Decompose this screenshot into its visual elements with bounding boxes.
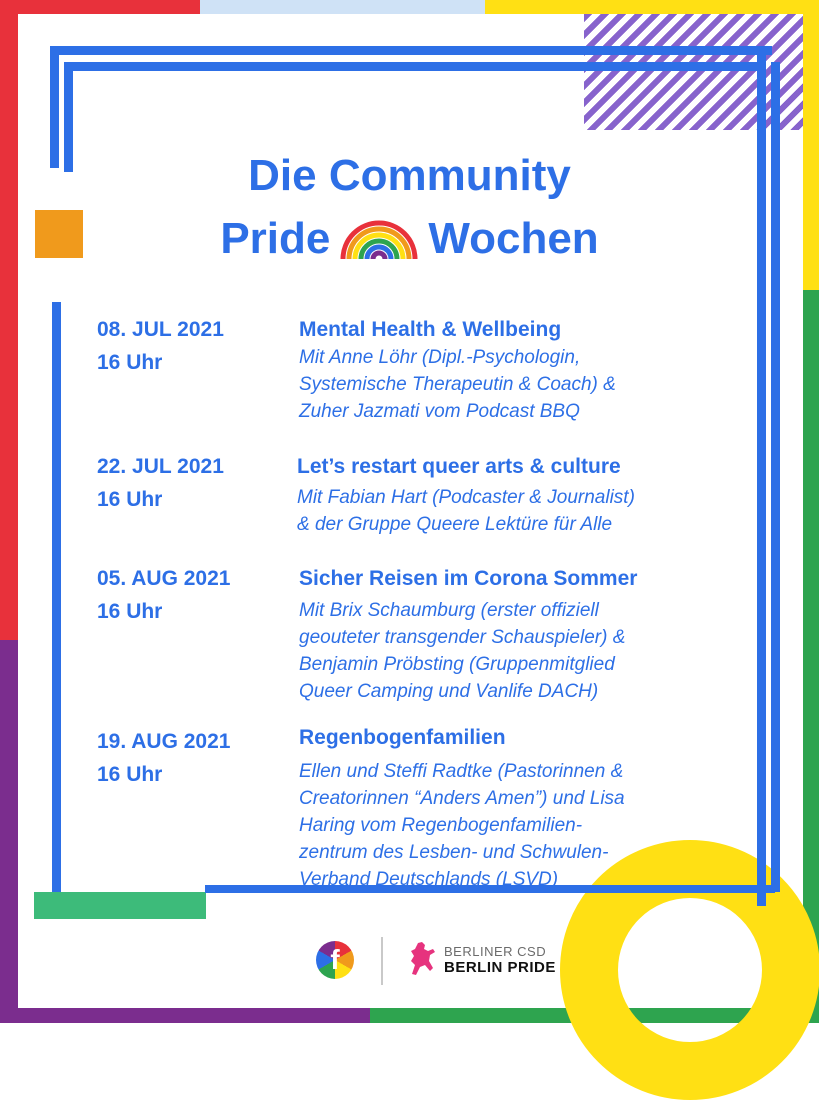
- event-description: Mit Anne Löhr (Dipl.-Psychologin, Systemische Therapeutin & Coach) & Zuher Jazmati vom Podcast BBQ: [299, 347, 616, 422]
- event-title: Let’s restart queer arts & culture: [297, 455, 621, 478]
- event-description: Mit Brix Schaumburg (erster offiziell geouteter transgender Schauspieler) & Benjamin Pröbsting (Gruppenmitglied Queer Camping und Vanlife DACH): [299, 600, 626, 702]
- event-date: 05. AUG 2021: [97, 567, 231, 590]
- border-band-red-left: [0, 0, 18, 640]
- event-date: 08. JUL 2021: [97, 318, 224, 341]
- rainbow-icon: [338, 207, 420, 259]
- title-pride: Pride: [220, 214, 331, 263]
- event-date: 22. JUL 2021: [97, 455, 224, 478]
- page-title-line1: Die Community: [248, 151, 571, 200]
- logo-divider: [381, 937, 383, 985]
- csd-line1: BERLINER CSD: [444, 944, 547, 959]
- border-band-purple-left: [0, 640, 18, 1023]
- event-time: 16 Uhr: [97, 351, 163, 374]
- border-band-lightblue-top: [200, 0, 485, 14]
- frame-line-top: [50, 46, 772, 55]
- border-band-purple-bottom: [0, 1008, 370, 1023]
- event-title: Regenbogenfamilien: [299, 726, 506, 749]
- berlin-bear-icon: [408, 941, 436, 977]
- facebook-letter: f: [330, 944, 340, 975]
- event-date: 19. AUG 2021: [97, 730, 231, 753]
- border-band-yellow-top: [485, 0, 819, 14]
- frame-line-left: [52, 302, 61, 892]
- page-title-line2: [0, 207, 819, 267]
- title-wochen: Wochen: [428, 214, 599, 263]
- csd-line2: BERLIN PRIDE: [444, 959, 556, 976]
- event-time: 16 Uhr: [97, 600, 163, 623]
- event-title: Sicher Reisen im Corona Sommer: [299, 567, 638, 590]
- event-description: Ellen und Steffi Radtke (Pastorinnen & Creatorinnen “Anders Amen”) und Lisa Haring vom Regenbogenfamilien- zentrum des Lesben- und Schwulen- Verband Deutschlands (LSVD): [299, 761, 625, 890]
- event-time: 16 Uhr: [97, 763, 163, 786]
- event-description: Mit Fabian Hart (Podcaster & Journalist) & der Gruppe Queere Lektüre für Alle: [297, 487, 635, 535]
- border-band-red: [0, 0, 200, 14]
- frame-line-inner-top: [64, 62, 764, 71]
- event-time: 16 Uhr: [97, 488, 163, 511]
- green-bar-decoration: [34, 892, 206, 919]
- event-title: Mental Health & Wellbeing: [299, 318, 562, 341]
